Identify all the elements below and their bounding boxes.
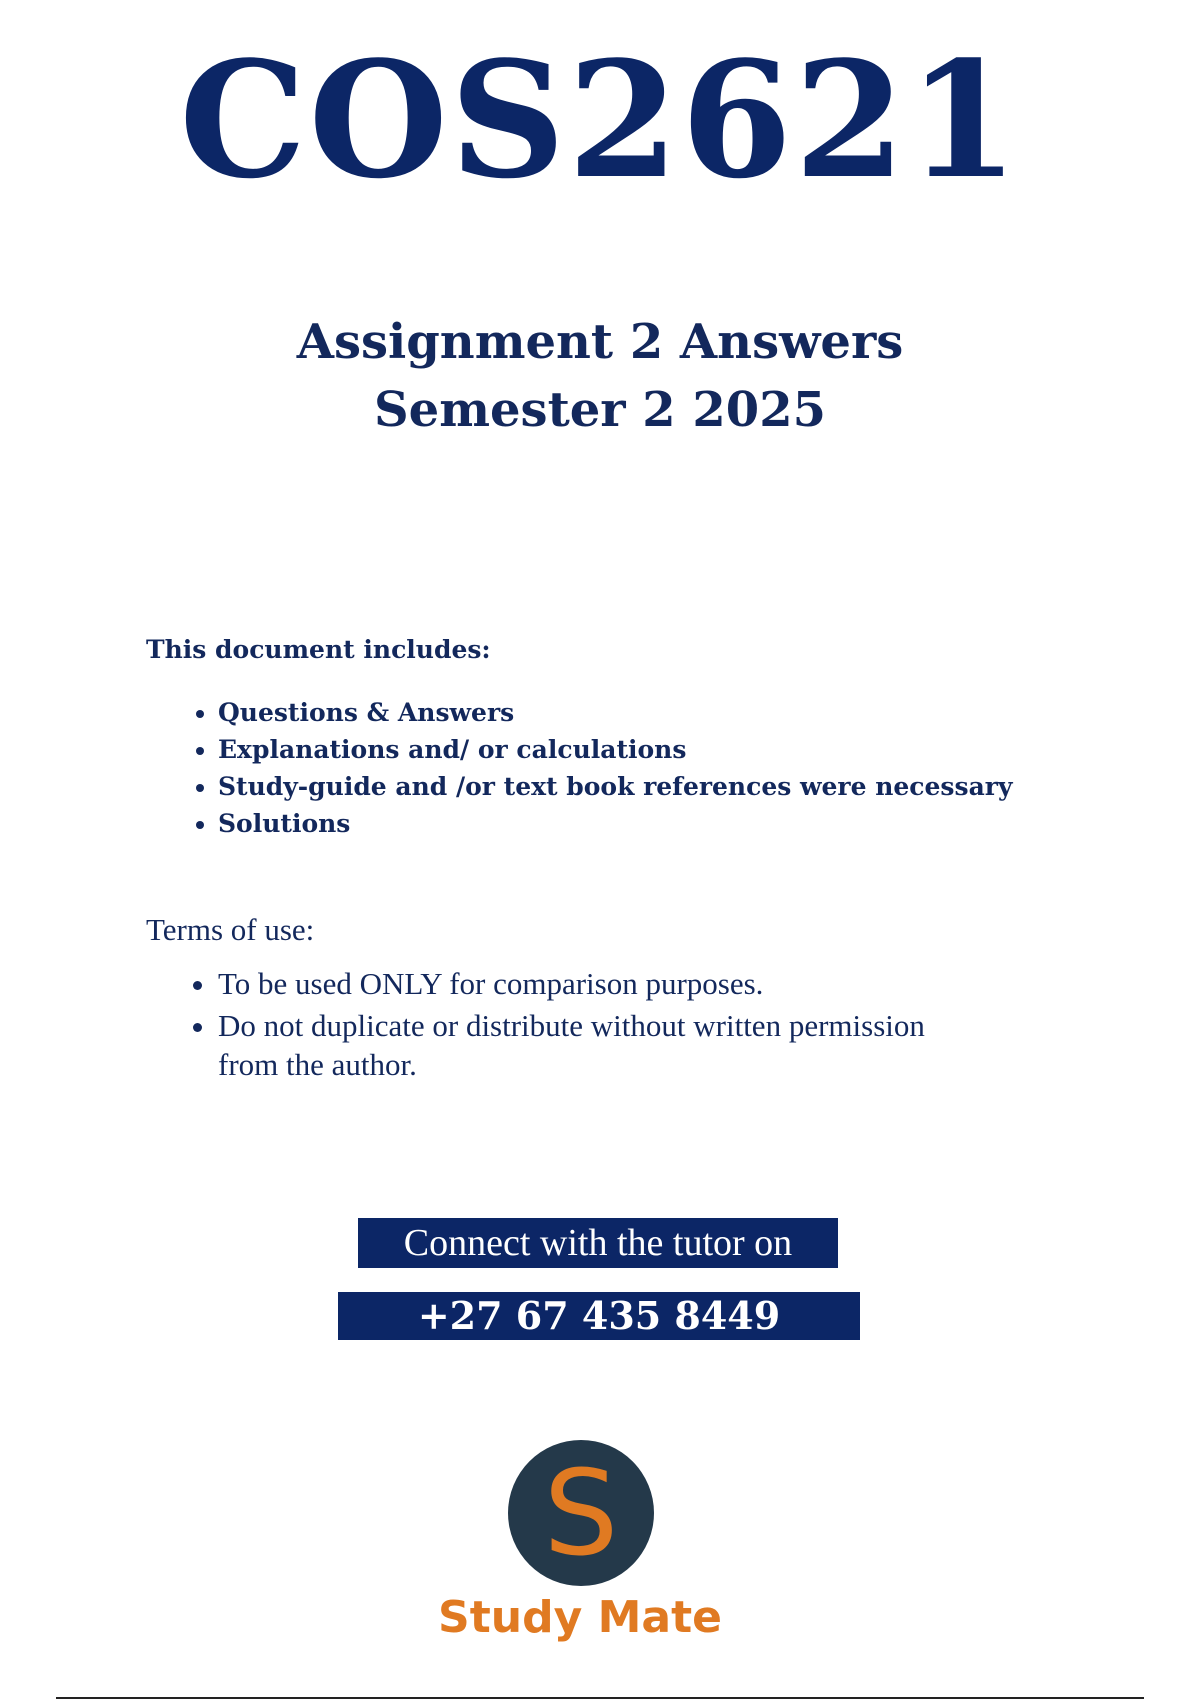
connect-banner: Connect with the tutor on: [358, 1218, 838, 1268]
includes-item: • Explanations and/ or calculations: [218, 731, 1106, 768]
terms-list: [146, 964, 1106, 1084]
terms-section: [146, 910, 1106, 1087]
includes-item: • Questions & Answers: [218, 694, 1106, 731]
includes-list: [146, 694, 1106, 842]
includes-section: [146, 632, 1106, 842]
terms-item: • Do not duplicate or distribute without written permission from the author.: [218, 1006, 978, 1084]
subtitle-assignment: Assignment 2 Answers: [296, 314, 904, 370]
includes-item: • Study-guide and /or text book references were necessary: [218, 768, 1106, 805]
terms-item: • To be used ONLY for comparison purposes.: [218, 964, 978, 1003]
terms-heading: Terms of use:: [146, 912, 315, 947]
bottom-divider: [56, 1697, 1144, 1699]
subtitle-semester: Semester 2 2025: [374, 382, 826, 438]
logo-letter: S: [543, 1444, 619, 1582]
includes-heading: This document includes:: [146, 635, 491, 664]
study-mate-logo-icon: [508, 1440, 654, 1586]
logo-letter-graphic: [508, 1440, 654, 1586]
phone-number-banner: +27 67 435 8449: [338, 1292, 860, 1340]
includes-item: • Solutions: [218, 805, 1106, 842]
course-code-title: COS2621: [179, 26, 1021, 214]
document-subtitle: [0, 308, 1200, 444]
brand-name: Study Mate: [438, 1592, 722, 1643]
